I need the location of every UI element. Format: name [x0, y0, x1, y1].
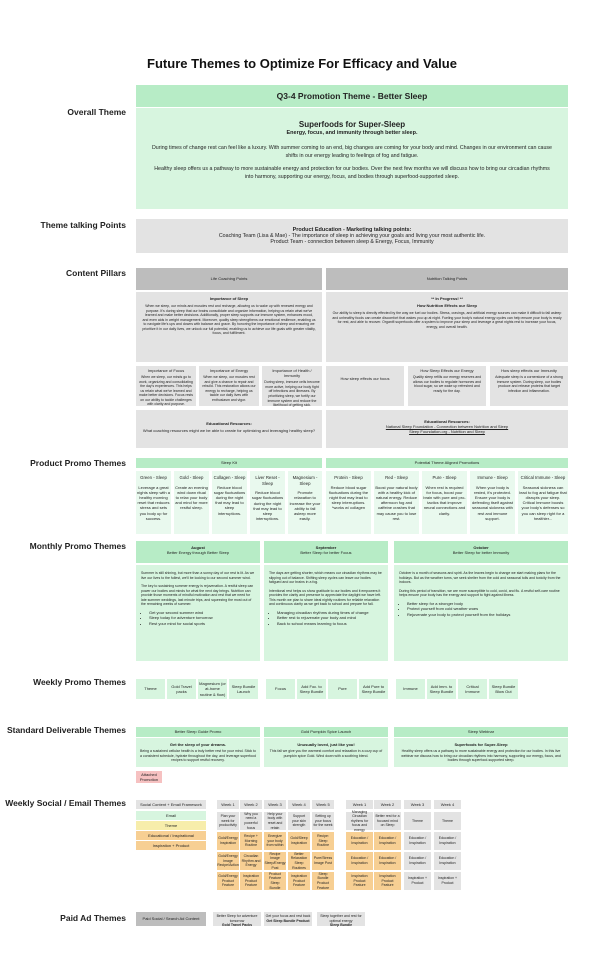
monthly-bullet: • Get your second summer wind [149, 610, 255, 615]
row-label-talking: Theme talking Points [40, 220, 126, 230]
product-promo-title: Collagen - Sleep [213, 475, 246, 480]
monthly-bullets [141, 610, 255, 626]
social-cell: Energize your body from within [264, 832, 286, 850]
row-label-social: Weekly Social / Email Themes [5, 798, 126, 808]
monthly-bullet: • Rest your mind for social sports [149, 621, 255, 626]
monthly-p1: Summer is still shining, but more than a sunny day of our rest is lit. As we live our lives to the fullest, we'll be looking to our second summer wind. [141, 571, 255, 580]
monthly-bullet: • Sleep today for adventure tomorrow [149, 615, 255, 620]
weekly-promo-cell: Pure [328, 679, 357, 699]
product-promo-card [174, 471, 209, 534]
paid-ad-line1: Get your focus and rest back [265, 914, 311, 918]
social-cell: Product Feature Sleep Bundle [264, 872, 286, 890]
product-promo-title: Liver Reset - Sleep [255, 475, 280, 486]
social-cell: Sleep Bundle Product Feature [312, 872, 334, 890]
product-promo-body: Promote relaxation to increase the your ability to fall asleep more easily. [289, 490, 321, 522]
social-cell: Inspiration Product Feature [346, 872, 373, 890]
pillars-left-edu [136, 410, 322, 448]
monthly-body [264, 565, 388, 661]
social-week-header: Week 4 [434, 800, 461, 809]
pillar-left-sub-title: Importance of Focus [147, 368, 185, 373]
pillar-left-sub-title: Importance of Health / Immunity [272, 368, 312, 379]
product-promo-card [518, 471, 568, 534]
talking-line3: Product Team - connection between sleep & Energy, Focus, Immunity [270, 239, 434, 245]
weekly-promo-cell: Immune [396, 679, 425, 699]
pillars-left-body: When we sleep, our minds and muscles rest and recharge, allowing us to wake up with renewed energy and purpose. It's during sleep that our brains consolidate and organize information, helping us retain what we've learned and make better decisions. Additionally, proper sleep supports our immune system, enhances mood, and even aids in weight management. Moreover, quality sleep strengthens our emotional resilience, enabling us to navigate life's ups and downs with balance and grace. By honoring the importance of sleep and ensuring we prioritize it in our daily lives, we unlock our full potential, enabling us to achieve our life goals with greater vitality, focus, and fulfillment. [142, 304, 316, 336]
paid-ad-line1: Better Sleep for adventure tomorrow [216, 914, 258, 923]
weekly-promo-cell: Add Imm. to Sleep Bundle [427, 679, 456, 699]
social-cell: Theme [404, 812, 431, 830]
product-promo-body: Reduce blood sugar fluctuations during the night that may lead to sleep interruptions. *works w/ collagen [328, 484, 369, 511]
row-label-weekly: Weekly Promo Themes [33, 677, 126, 687]
social-cell: Setting up your focus for the week [312, 812, 334, 830]
pillar-right-sub [490, 366, 568, 406]
pillar-right-sub [408, 366, 486, 406]
monthly-p2: Intentional rest helps us show gratitude to our bodies and it empowers it provides the clarity and presence to appreciate the daylight we have left. This month we plan to share ideal nightly routines for reliable relaxation and continuous clarity as we get back to school and prepare for fall. [269, 588, 382, 607]
overall-subtitle: Superfoods for Super-Sleep [298, 120, 406, 129]
social-week-header: Week 1 [217, 800, 239, 809]
standard-text: Being a sustained cellular health is a truly better rest for your mind. Stick to a consistent schedule, hydrate throughout the day, and leverage superfood recipes to support restful recovery. [140, 749, 256, 763]
pillars-right-edu-title: Educational Resources: [424, 419, 470, 424]
social-cell: Gold/Energy Image Recipe/Action [217, 852, 239, 870]
pillar-left-sub-body: When we sleep, our muscles rest and give a chance to repair and rebuild. This restoration allows our energy to recharge, helping us tackle our daily lives with enthusiasm and vigor. [202, 375, 256, 402]
monthly-sub: Better Sleep for better Immunity [452, 550, 510, 556]
overall-para1: During times of change rest can feel like a luxury. With summer coming to an end, big changes are coming for your body and mind. Changes in our environment can cause shifts in our energy leading to feelings of fog and fatigue. [151, 145, 553, 159]
social-cell: Education / Inspiration [434, 852, 461, 870]
pillar-right-sub [326, 366, 404, 406]
product-promo-body: Reduce blood sugar fluctuations during the night that may lead to sleep interruptions. [213, 484, 246, 516]
pillar-right-sub-title: How sleep effects our Immunity [501, 368, 557, 373]
monthly-bullets [399, 601, 563, 617]
standard-body [394, 738, 568, 767]
social-cell: Recipe + Morning Routine [240, 832, 262, 850]
product-promo-title: Critical Immune - Sleep [520, 475, 566, 480]
weekly-promo-cell: Theme [136, 679, 165, 699]
social-cell: Better Relaxation Sleep Routines [288, 852, 310, 870]
social-cell: Recipe: Sleep Routine [312, 832, 334, 850]
social-cell: Education / Inspiration [434, 832, 461, 850]
social-cell: Managing Circadian rhythms for focus and energy [346, 812, 373, 830]
product-right-header: Potential Theme Aligned Promotions [326, 458, 568, 468]
standard-title: Superfoods for Super-Sleep [454, 742, 508, 747]
weekly-promo-cell: Gold Travel packs [167, 679, 196, 699]
standard-title: Get the sleep of your dreams. [169, 742, 227, 747]
product-promo-card [212, 471, 247, 534]
monthly-month: August [191, 545, 205, 550]
social-week-header: Week 2 [240, 800, 262, 809]
product-promo-card [136, 471, 171, 534]
monthly-p1: The days are getting shorter, which means our circadian rhythms may be slipping out of balance. Shifting sleep cycles can leave our bodies fatigued and our brains in a fog. [269, 571, 382, 585]
standard-body [264, 738, 388, 767]
monthly-p2: During this period of transition, we are more susceptible to cold, covid, and flu. A restful self-care routine helps ensure your body has the energy and support to fight against illness. [399, 588, 560, 598]
pillar-right-sub-title: How sleep effects our focus [340, 376, 390, 381]
monthly-month: October [473, 545, 489, 550]
monthly-bullet: • Back to school means learning to focus [277, 621, 383, 626]
product-promo-title: Pure - Sleep [432, 475, 457, 480]
pillar-right-sub-body: Adequate sleep is a cornerstone of a strong immune system. During sleep, our bodies produce and release proteins that target infection and inflammation. [495, 375, 563, 393]
pillars-left-main [136, 292, 322, 362]
weekly-promo-cell: Add Pure to Sleep Bundle [359, 679, 388, 699]
social-cell: Education / Inspiration [346, 852, 373, 870]
weekly-promo-cell: Add Foc. to Sleep Bundle [297, 679, 326, 699]
social-week-header: Week 3 [264, 800, 286, 809]
monthly-bullet: • Better sleep for a stronger body [407, 601, 563, 606]
social-cell: Gold/Sleep Inspiration [288, 832, 310, 850]
pillars-left-edu-title: Educational Resources: [206, 421, 252, 426]
standard-text: Healthy sleep offers us a pathway to more sustainable energy and protection for our bodies. In this live webinar we discuss how to bring our circadian rhythms into harmony, supporting our energy, focus, and bodies through superfood-supported sleep. [401, 749, 561, 763]
product-promo-body: Create an evening wind down ritual to relax your body and mind for more restful sleep. [175, 484, 208, 511]
pillar-left-sub-body: When we sleep, our minds go to work, organizing and consolidating the day's experiences. This helps us retain what we've learned and make better decisions. Focus rests on our ability to tackle challenges with clarity and purpose. [138, 375, 194, 407]
product-promo-title: Green - Sleep [140, 475, 167, 480]
social-cell: Inspiration Product Feature [240, 872, 262, 890]
paid-ad-line2: Gold Travel Packs [221, 923, 253, 928]
social-cell: Gold/Energy Product Feature [217, 872, 239, 890]
pillars-right-title: How Nutrition Effects our Sleep [416, 303, 477, 309]
paid-ad-card [213, 912, 261, 926]
social-week-header: Week 3 [404, 800, 431, 809]
overall-tagline: Energy, focus, and immunity through better sleep. [286, 130, 418, 136]
overall-para2: Healthy sleep offers us a pathway to more sustainable energy and protection for our bodies. Over the next few months we will discuss how to bring our circadian rhythms into harmony, supporting our energy, focus, and bodies through superfood-supported sleep. [154, 166, 550, 181]
social-cell: Support your skin strength [288, 812, 310, 830]
product-promo-title: Red - Sleep [385, 475, 408, 480]
monthly-header [136, 541, 260, 563]
weekly-promo-cell: Sleep Bundle Blow Out [489, 679, 518, 699]
social-cell: Inspiration Product Feature [374, 872, 401, 890]
talking-line1: Product Education - Marketing talking points: [292, 227, 412, 233]
monthly-bullet: • Better rest to rejuvenate your body and mind [277, 615, 383, 620]
monthly-bullet: • Managing circadian rhythms during times of change [277, 610, 383, 615]
weekly-promo-cell: Critical Immune [458, 679, 487, 699]
product-promo-body: Seasonal sickness can lead to fog and fatigue that disrupts your sleep. Critical Immune boosts your body's defenses so you can sleep right for a healthier... [519, 484, 567, 521]
product-promo-body: When your body is rested, it's protected. Ensure your body is defending itself against seasonal sickness with rest and immune support. [472, 484, 513, 521]
pillars-right-note: ** In Progress! ** [431, 296, 463, 301]
social-cell: Why you need a powerful focus [240, 812, 262, 830]
monthly-p1: October is a month of seasons and spirit. As the leaves begin to change we start making plans for the holidays. But as the weather turns, we seek shelter from the cold and seasonal tolls and toxicity from the indoors. [399, 571, 561, 585]
social-cell: Theme [434, 812, 461, 830]
standard-text: This fall we give you the warmest comfort and relaxation in a cozy cup of pumpkin spice Gold. Wind down with a soothing blend. [269, 749, 383, 758]
product-promo-card [422, 471, 467, 534]
pillar-left-sub [262, 366, 322, 406]
product-promo-title: Immune - Sleep [477, 475, 508, 480]
overall-body [136, 108, 568, 209]
paid-ad-card [264, 912, 312, 926]
pillar-left-sub [136, 366, 196, 406]
product-left-header: Sleep Kit [136, 458, 322, 468]
product-promo-body: Boost your natural body with a healthy kick of natural energy. Reduce afternoon fog and caffeine crashes that may cause you to lose rest. [375, 484, 418, 521]
social-legend-item: Educational / Inspirational [136, 831, 206, 840]
row-label-overall: Overall Theme [67, 107, 126, 117]
paid-header: Paid Social / Search Ad Content [136, 912, 206, 926]
standard-body [136, 738, 260, 767]
product-promo-card [250, 471, 285, 534]
row-label-monthly: Monthly Promo Themes [29, 541, 126, 551]
social-cell: Education / Inspiration [346, 832, 373, 850]
monthly-header [394, 541, 568, 563]
pillar-left-sub [199, 366, 259, 406]
social-legend-item: Email [136, 811, 206, 820]
pillars-right-main [326, 292, 568, 362]
social-cell: Inspiration + Product [434, 872, 461, 890]
pillars-left-edu-body: What coaching resources might we be able to create for optimizing and leveraging healthy sleep? [142, 428, 316, 434]
social-legend-item: Inspiration + Product [136, 841, 206, 850]
social-legend-header: Social Content + Email Framework [136, 800, 206, 809]
social-week-header: Week 5 [312, 800, 334, 809]
paid-ad-line2: Sleep Bundle [329, 923, 353, 928]
social-cell: Education / Inspiration [374, 832, 401, 850]
talking-points [136, 219, 568, 253]
social-cell: Better rest for a focused mind on Sleep [374, 812, 401, 830]
product-promo-body: When rest is required for focus, boost your brain with pure and pro-tactics that improve neural connections and clarity. [423, 484, 466, 516]
weekly-promo-cell: Focus [266, 679, 295, 699]
product-promo-card [470, 471, 515, 534]
social-cell: Plan your week for productivity [217, 812, 239, 830]
pillars-right-edu [326, 410, 568, 448]
monthly-bullet: • Rejuvenate your body to protect yourself from the holidays [407, 612, 563, 617]
page-title: Future Themes to Optimize For Efficacy and Value [147, 56, 457, 71]
pillars-left-header: Life Coaching Points [136, 268, 322, 290]
monthly-bullets [269, 610, 383, 626]
pillars-right-edu-link2[interactable]: Sleep Foundation.org - Nutrition and Sleep [409, 429, 485, 435]
talking-line2: Coaching Team (Lisa & Mae) - The importance of sleep in achieving your goals and living your most authentic life. [218, 233, 486, 239]
social-cell: Education / Inspiration [404, 832, 431, 850]
social-cell: Gold/Energy Inspiration [217, 832, 239, 850]
social-legend-item: Theme [136, 821, 206, 830]
standard-header: Better Sleep Guide Promo [136, 727, 260, 737]
monthly-body [136, 565, 260, 661]
social-cell: Circadian Rhythm and Energy [240, 852, 262, 870]
overall-header: Q3-4 Promotion Theme - Better Sleep [136, 85, 568, 107]
monthly-sub: Better Energy through Better Sleep [166, 550, 230, 556]
row-label-product: Product Promo Themes [30, 458, 126, 468]
social-cell: Help your body with reset and retain [264, 812, 286, 830]
product-promo-body: Leverage a great nights sleep with a healthy morning reset that reduces stress and sets you body up for success. [137, 484, 170, 521]
pillars-left-title: Importance of Sleep [209, 296, 249, 301]
pillar-right-sub-title: How Sleep Effects our Energy [420, 368, 474, 373]
product-promo-title: Gold - Sleep [179, 475, 204, 480]
pillars-right-edu-link1[interactable]: National Sleep Foundation - Connection between Nutrition and Sleep [385, 424, 509, 430]
paid-ad-line2: Get Sleep Bundle Product [266, 918, 310, 923]
monthly-body [394, 565, 568, 661]
social-cell: Education / Inspiration [374, 852, 401, 870]
social-week-header: Week 4 [288, 800, 310, 809]
product-promo-title: Magnesium - Sleep [292, 475, 318, 486]
monthly-sub: Better Sleep for better Focus [300, 550, 352, 556]
standard-header: Gold Pumpkin Spice Launch [264, 727, 388, 737]
product-promo-card [374, 471, 419, 534]
social-week-header: Week 2 [374, 800, 401, 809]
standard-header: Sleep Webinar [394, 727, 568, 737]
product-promo-body: Reduce blood sugar fluctuations during the night that may lead to sleep interruptions. [251, 490, 284, 522]
product-promo-title: Protein - Sleep [334, 475, 363, 480]
pillar-left-sub-body: During sleep, immune cells become more active, helping our body fight off infections and illnesses. By prioritizing sleep, we fortify our immune system and reduce the likelihood of getting sick. [264, 380, 320, 408]
weekly-promo-cell: Magnesium (or at-home routine & flow) [198, 679, 227, 699]
monthly-bullet: • Protect yourself from cold weather woes [407, 606, 563, 611]
pillar-right-sub-body: Quality sleep refills our energy reserves and allows our bodies to regulate hormones and blood sugar, so we wake up refreshed and ready for the day. [412, 375, 482, 393]
weekly-promo-cell: Sleep Bundle Launch [229, 679, 258, 699]
social-week-header: Week 1 [346, 800, 373, 809]
social-cell: Inspiration Product Feature [288, 872, 310, 890]
paid-ad-card [317, 912, 365, 926]
social-cell: Recipe Image Sleep/Energy Post [264, 851, 286, 870]
standard-title: Unusually loved, just like you! [297, 742, 355, 747]
product-promo-card [288, 471, 322, 534]
social-cell: Pure/Stress Image Post [312, 852, 334, 870]
attached-promotion-badge: Attached Promotion [136, 771, 162, 783]
paid-ad-line1: Sleep together and rest for optimal energy [320, 914, 362, 923]
monthly-header [264, 541, 388, 563]
product-promo-card [326, 471, 371, 534]
row-label-paid: Paid Ad Themes [60, 913, 126, 923]
pillar-left-sub-title: Importance of Energy [209, 368, 249, 373]
pillars-right-header: Nutrition Talking Points [326, 268, 568, 290]
monthly-p2: The key to sustaining summer energy is rejuvenation. A restful sleep can power our bodies and minds for what the next day brings. Nutrition can provide those moments of mindful motivation and rest that we need for late summer weddings, last minute trips, and squeezing the most out of the remaining weeks of summer. [141, 584, 254, 607]
social-cell: Inspiration + Product [404, 872, 431, 890]
social-cell: Education / Inspiration [404, 852, 431, 870]
row-label-standard: Standard Deliverable Themes [6, 725, 126, 735]
row-label-pillars: Content Pillars [66, 268, 126, 278]
monthly-month: September [315, 545, 337, 550]
pillars-right-body: Our ability to sleep is directly effected by the way we fuel our bodies. Stress, cravings, and artificial energy sources can make it difficult to fall asleep and unhealthy foods can create discomfort that wakes you up at night. Fueling your body's natural energy cycles can help ensure your body is ready for rest, and able to recover. Organifi superfoods offer a system to improve your sleep and leverage a great nights rest to increase your focus, energy, and overall health. [332, 311, 562, 330]
